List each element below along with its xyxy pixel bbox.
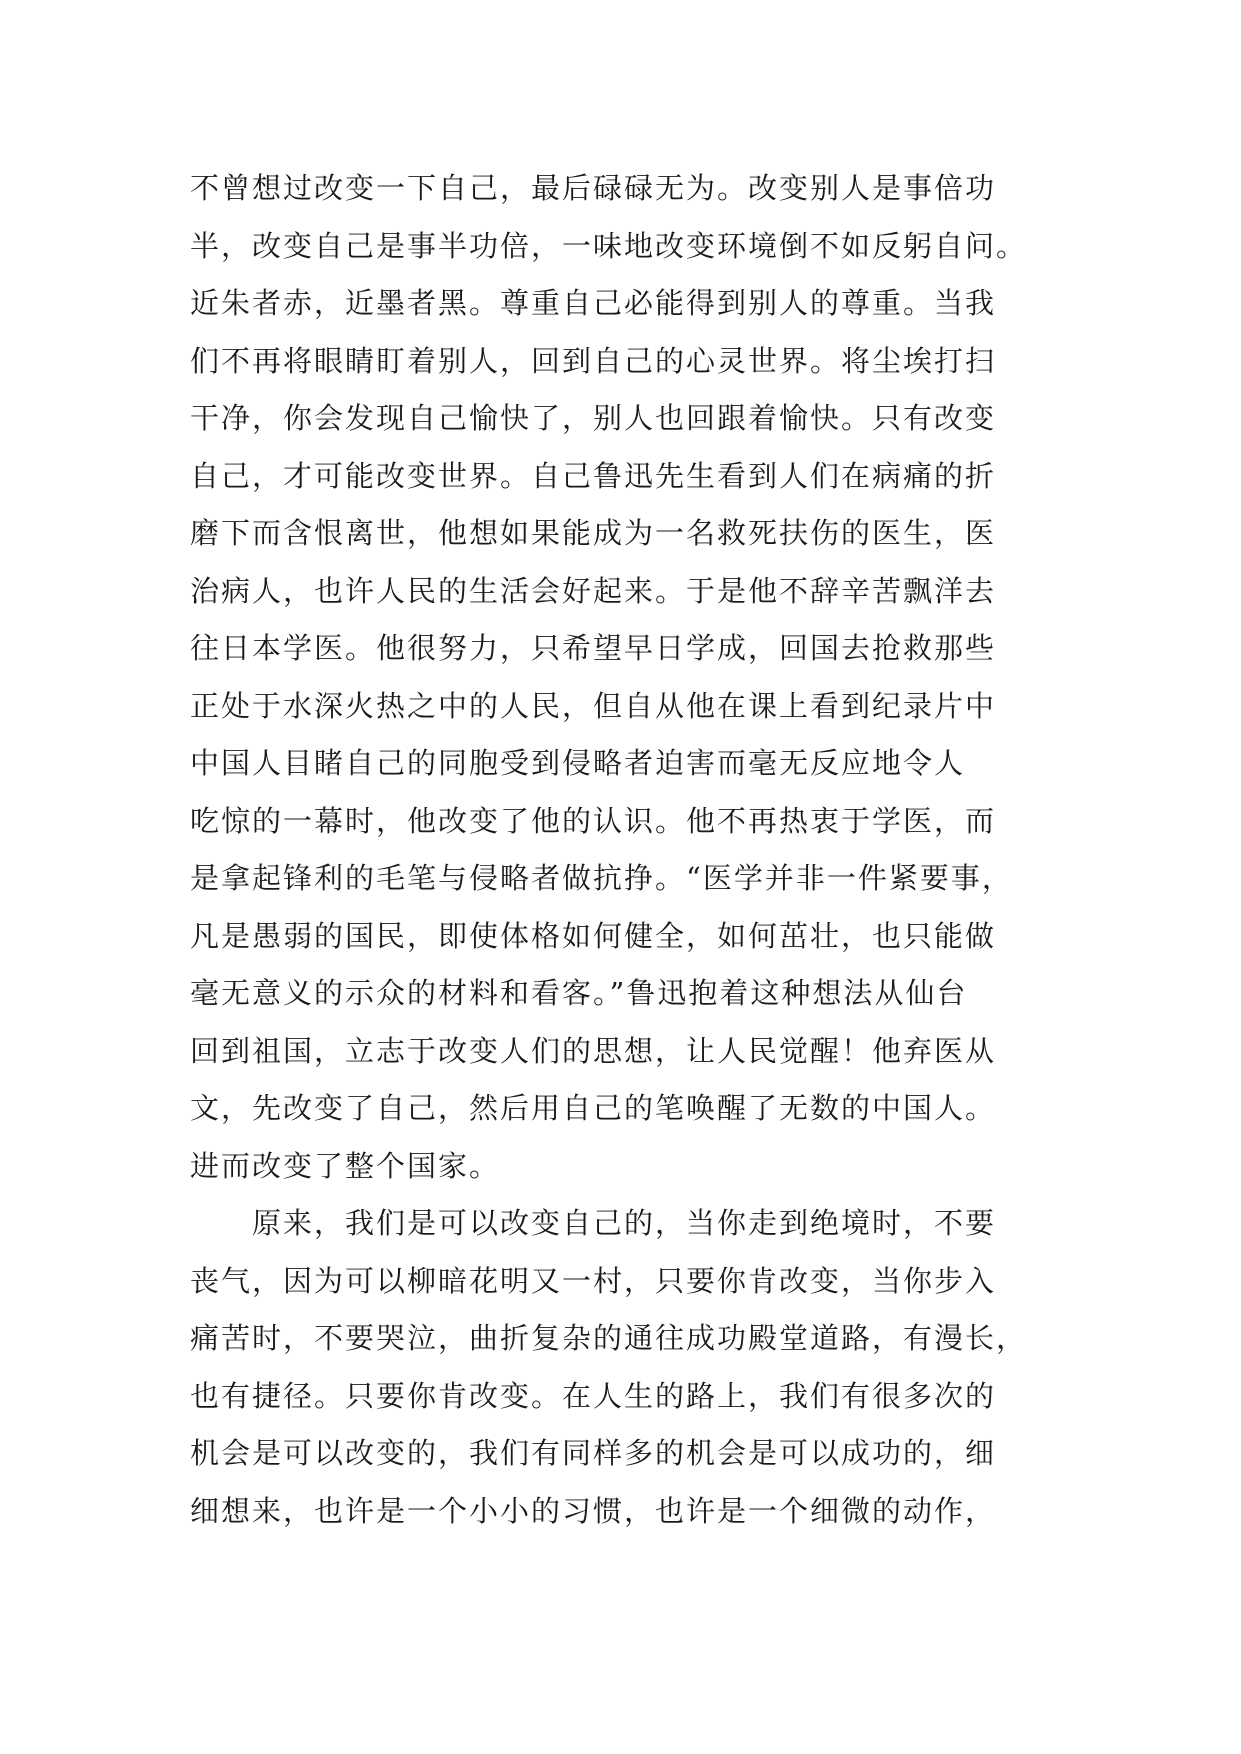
text-line: 自己，才可能改变世界。自己鲁迅先生看到人们在病痛的折 xyxy=(190,458,997,493)
text-line: 正处于水深火热之中的人民，但自从他在课上看到纪录片中 xyxy=(190,688,997,723)
text-line: 干净，你会发现自己愉快了，别人也回跟着愉快。只有改变 xyxy=(190,401,997,435)
text-line: 原来，我们是可以改变自己的，当你走到绝境时，不要 xyxy=(190,1206,997,1240)
text-line: 中国人目睹自己的同胞受到侵略者迫害而毫无反应地令人 xyxy=(190,746,966,780)
body-text xyxy=(190,160,1060,1540)
text-line: 是拿起锋利的毛笔与侵略者做抗挣。“医学并非一件紧要事， xyxy=(190,861,1013,895)
text-line: 往日本学医。他很努力，只希望早日学成，回国去抢救那些 xyxy=(190,631,997,665)
text-line: 不曾想过改变一下自己，最后碌碌无为。改变别人是事倍功 xyxy=(190,171,997,205)
text-line: 毫无意义的示众的材料和看客。”鲁迅抱着这种想法从仙台 xyxy=(190,976,968,1010)
paragraph-1 xyxy=(190,160,1060,1195)
text-line: 近朱者赤，近墨者黑。尊重自己必能得到别人的尊重。当我 xyxy=(190,286,997,320)
text-line: 们不再将眼睛盯着别人，回到自己的心灵世界。将尘埃打扫 xyxy=(190,343,997,378)
text-line: 半，改变自己是事半功倍，一味地改变环境倒不如反躬自问。 xyxy=(190,228,1028,263)
text-line: 机会是可以改变的，我们有同样多的机会是可以成功的，细 xyxy=(190,1436,997,1470)
text-line: 细想来，也许是一个小小的习惯，也许是一个细微的动作， xyxy=(190,1493,997,1528)
text-line: 凡是愚弱的国民，即使体格如何健全，如何茁壮，也只能做 xyxy=(190,918,997,953)
text-line: 回到祖国，立志于改变人们的思想，让人民觉醒！他弃医从 xyxy=(190,1033,997,1068)
text-line: 也有捷径。只要你肯改变。在人生的路上，我们有很多次的 xyxy=(190,1378,997,1413)
text-line: 丧气，因为可以柳暗花明又一村，只要你肯改变，当你步入 xyxy=(190,1263,997,1298)
text-line: 进而改变了整个国家。 xyxy=(190,1148,501,1183)
text-line: 治病人，也许人民的生活会好起来。于是他不辞辛苦飘洋去 xyxy=(190,573,997,608)
text-line: 磨下而含恨离世，他想如果能成为一名救死扶伤的医生，医 xyxy=(190,516,997,550)
text-line: 吃惊的一幕时，他改变了他的认识。他不再热衷于学医，而 xyxy=(190,803,997,838)
text-line: 文，先改变了自己，然后用自己的笔唤醒了无数的中国人。 xyxy=(190,1091,997,1125)
text-line: 痛苦时，不要哭泣，曲折复杂的通往成功殿堂道路，有漫长， xyxy=(190,1321,1028,1355)
paragraph-2 xyxy=(190,1195,1060,1540)
